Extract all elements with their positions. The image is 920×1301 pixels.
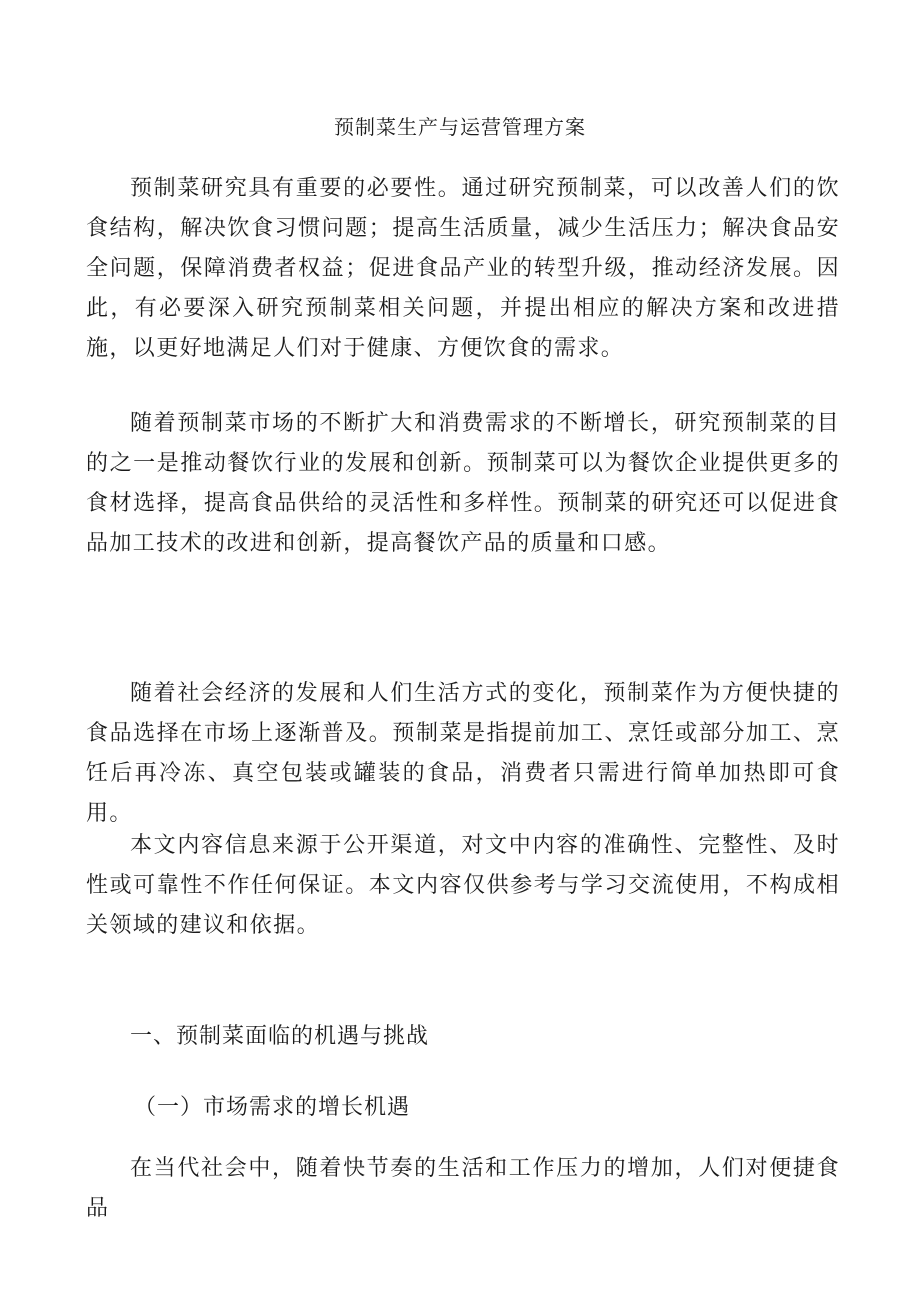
paragraph-necessity: 预制菜研究具有重要的必要性。通过研究预制菜，可以改善人们的饮食结构，解决饮食习惯问题；提高生活质量，减少生活压力；解决食品安全问题，保障消费者权益；促进食品产业的转型升级，推动经济发展。因此，有必要深入研究预制菜相关问题，并提出相应的解决方案和改进措施，以更好地满足人们对于健康、方便饮食的需求。 [86,176,840,361]
paragraph-disclaimer: 本文内容信息来源于公开渠道，对文中内容的准确性、完整性、及时性或可靠性不作任何保证。本文内容仅供参考与学习交流使用，不构成相关领域的建议和依据。 [86,833,840,938]
paragraph-purpose: 随着预制菜市场的不断扩大和消费需求的不断增长，研究预制菜的目的之一是推动餐饮行业的发展和创新。预制菜可以为餐饮企业提供更多的食材选择，提高食品供给的灵活性和多样性。预制菜的研究还可以促进食品加工技术的改进和创新，提高餐饮产品的质量和口感。 [86,411,840,556]
subsection-heading: （一）市场需求的增长机遇 [134,1095,411,1120]
paragraph-market-demand: 在当代社会中，随着快节奏的生活和工作压力的增加，人们对便捷食品 [86,1156,840,1221]
document-title: 预制菜生产与运营管理方案 [334,115,586,139]
section-heading: 一、预制菜面临的机遇与挑战 [130,1024,430,1049]
paragraph-background: 随着社会经济的发展和人们生活方式的变化，预制菜作为方便快捷的食品选择在市场上逐渐普及。预制菜是指提前加工、烹饪或部分加工、烹饪后再冷冻、真空包装或罐装的食品，消费者只需进行简单加热即可食用。 [86,681,840,826]
